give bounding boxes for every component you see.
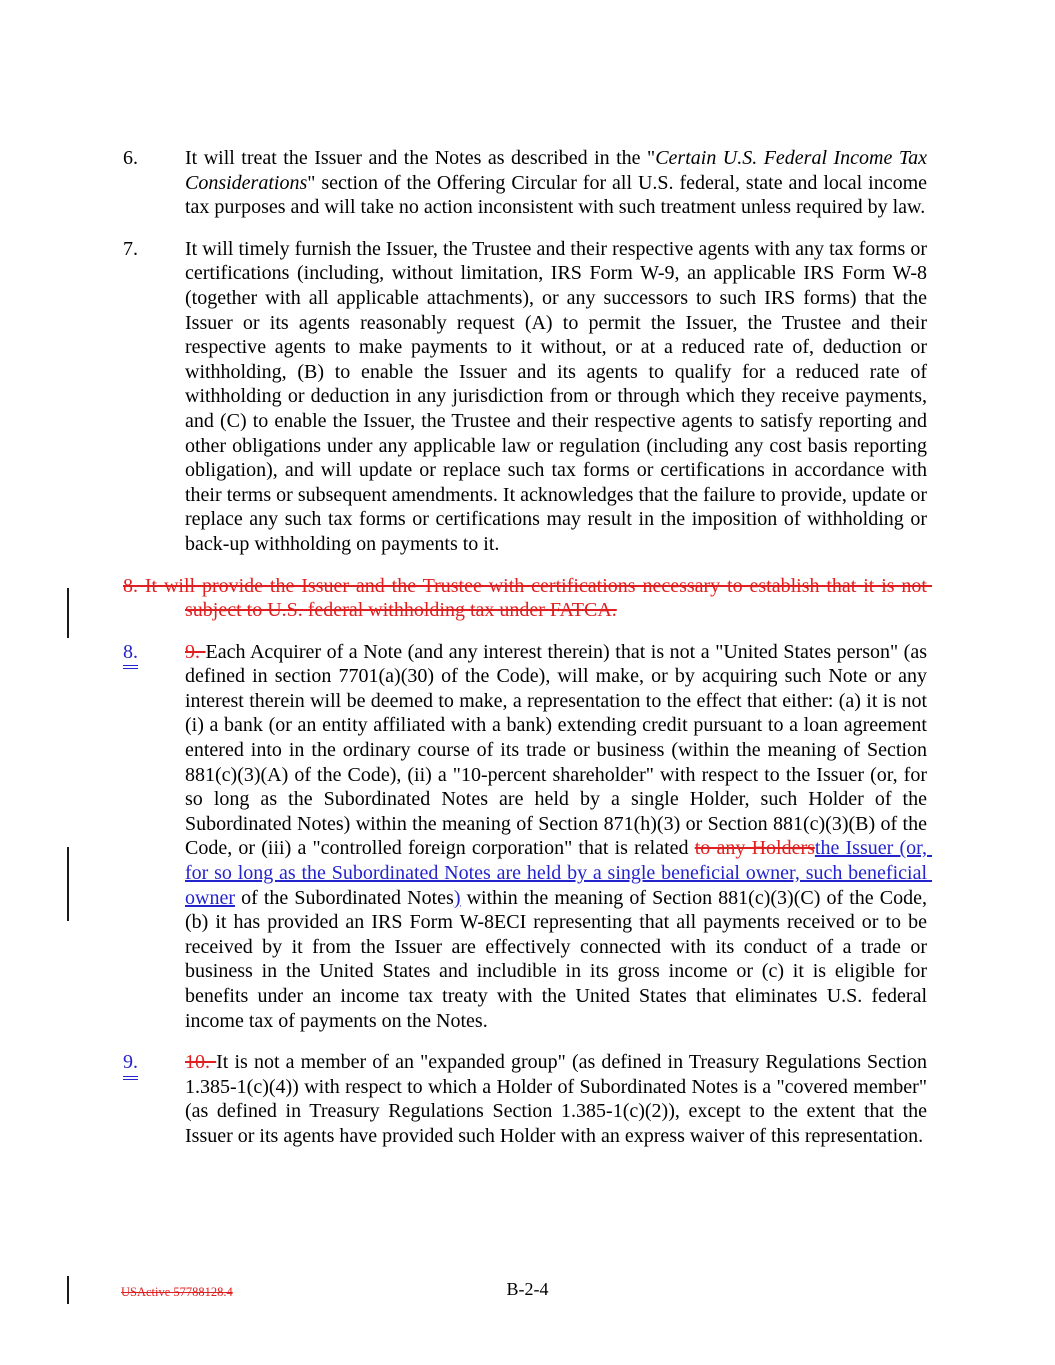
footer-doc-id: USActive 57788128.4 <box>121 1285 233 1299</box>
inserted-text: the Issuer (or, for so long as the Subordinated Notes are held by a single beneficial owner, such beneficial owner <box>185 837 932 909</box>
body-text: " section of the Offering Circular for all U.S. federal, state and local income tax purposes and will take no action inconsistent with such treatment unless required by law. <box>185 171 932 219</box>
paragraph-item-9 <box>123 1050 933 1148</box>
italic-text: Certain U.S. Federal Income Tax Considerations <box>185 147 932 194</box>
body-text: Each Acquirer of a Note (and any interest therein) that is not a "United States person" (as defined in section 7701(a)(30) of the Code), will make, or by acquiring such Note or any interest therein will be deemed to make, a representation to the effect that either: (a) it is not (i) a bank (or an entity affiliated with a bank) extending credit pursuant to a loan agreement entered into in the ordinary course of its trade or business (within the meaning of Section 881(c)(3)(A) of the Code), (ii) a "10-percent shareholder" with respect to the Issuer (or, for so long as the Subordinated Notes are held by a single Holder, such Holder of the Subordinated Notes) within the meaning of Section 871(h)(3) or Section 881(c)(3)(B) of the Code, or (iii) a "controlled foreign corporation" that is related <box>185 640 933 860</box>
change-bar <box>67 847 69 921</box>
deleted-paragraph-text <box>123 574 932 623</box>
paragraph-deleted-item-8 <box>123 574 932 623</box>
paragraph-text <box>185 237 932 557</box>
inserted-paragraph-number: 8. <box>123 640 138 670</box>
inserted-text: ) <box>453 886 461 909</box>
change-bar <box>67 1276 69 1304</box>
body-text: It will timely furnish the Issuer, the Trustee and their respective agents with any tax forms or certifications (including, without limitation, IRS Form W-9, an applicable IRS Form W-8 (together with all applicable attachments), or any successors to such IRS forms) that the Issuer or its agents reasonably request (A) to permit the Issuer, the Trustee and their respective agents to make payments to it without, or at a reduced rate of, deduction or withholding, (B) to enable the Issuer and its agents to qualify for a reduced rate of withholding or deduction in any jurisdiction from or through which they receive payments, and (C) to enable the Issuer, the Trustee and their respective agents to satisfy reporting and other obligations under any applicable law or regulation (including any cost basis reporting obligation), and will update or replace such tax forms or certifications in accordance with their terms or subsequent amendments. It acknowledges that the failure to provide, update or replace any such tax forms or certifications may result in the imposition of withholding or back-up withholding on payments to it. <box>185 237 932 555</box>
body-text: within the meaning of Section 881(c)(3)(C) of the Code, (b) it has provided an IRS Form W-8ECI representing that all payments received or to be received by it from the Issuer are effectively connected with its conduct of a trade or business in the United States and includible in its gross income or (c) it is eligible for benefits under an income tax treaty with the United States that eliminates U.S. federal income tax of payments on the Notes. <box>185 886 932 1032</box>
body-text: It will treat the Issuer and the Notes as described in the " <box>185 147 656 169</box>
deleted-text: to any Holders <box>694 837 815 860</box>
deleted-text: 8. It will provide the Issuer and the Trustee with certifications necessary to establish that it is not subject to U.S. federal withholding tax under FATCA. <box>123 574 932 622</box>
paragraph-number: 6. <box>123 147 138 169</box>
paragraph-item-8 <box>123 640 933 1034</box>
paragraph-text <box>185 640 933 1034</box>
body-text: It is not a member of an "expanded group" (as defined in Treasury Regulations Section 1.385-1(c)(4)) with respect to which a Holder of Subordinated Notes is a "covered member" (as defined in Treasury Regulations Section 1.385-1(c)(2)), except to the extent that the Issuer or its agents have provided such Holder with an express waiver of this representation. <box>185 1051 933 1147</box>
paragraph-text <box>185 146 932 220</box>
deleted-text: 9. <box>185 640 206 663</box>
footer-page-number: B-2-4 <box>506 1279 549 1299</box>
body-text: of the Subordinated Notes <box>234 886 454 909</box>
change-bar <box>67 588 69 638</box>
document-body <box>123 146 933 1166</box>
paragraph-item-6 <box>123 146 932 220</box>
paragraph-text <box>185 1050 933 1148</box>
inserted-paragraph-number: 9. <box>123 1050 138 1080</box>
paragraph-item-7 <box>123 237 932 557</box>
deleted-text: 10. <box>185 1051 217 1074</box>
paragraph-number: 7. <box>123 237 138 260</box>
